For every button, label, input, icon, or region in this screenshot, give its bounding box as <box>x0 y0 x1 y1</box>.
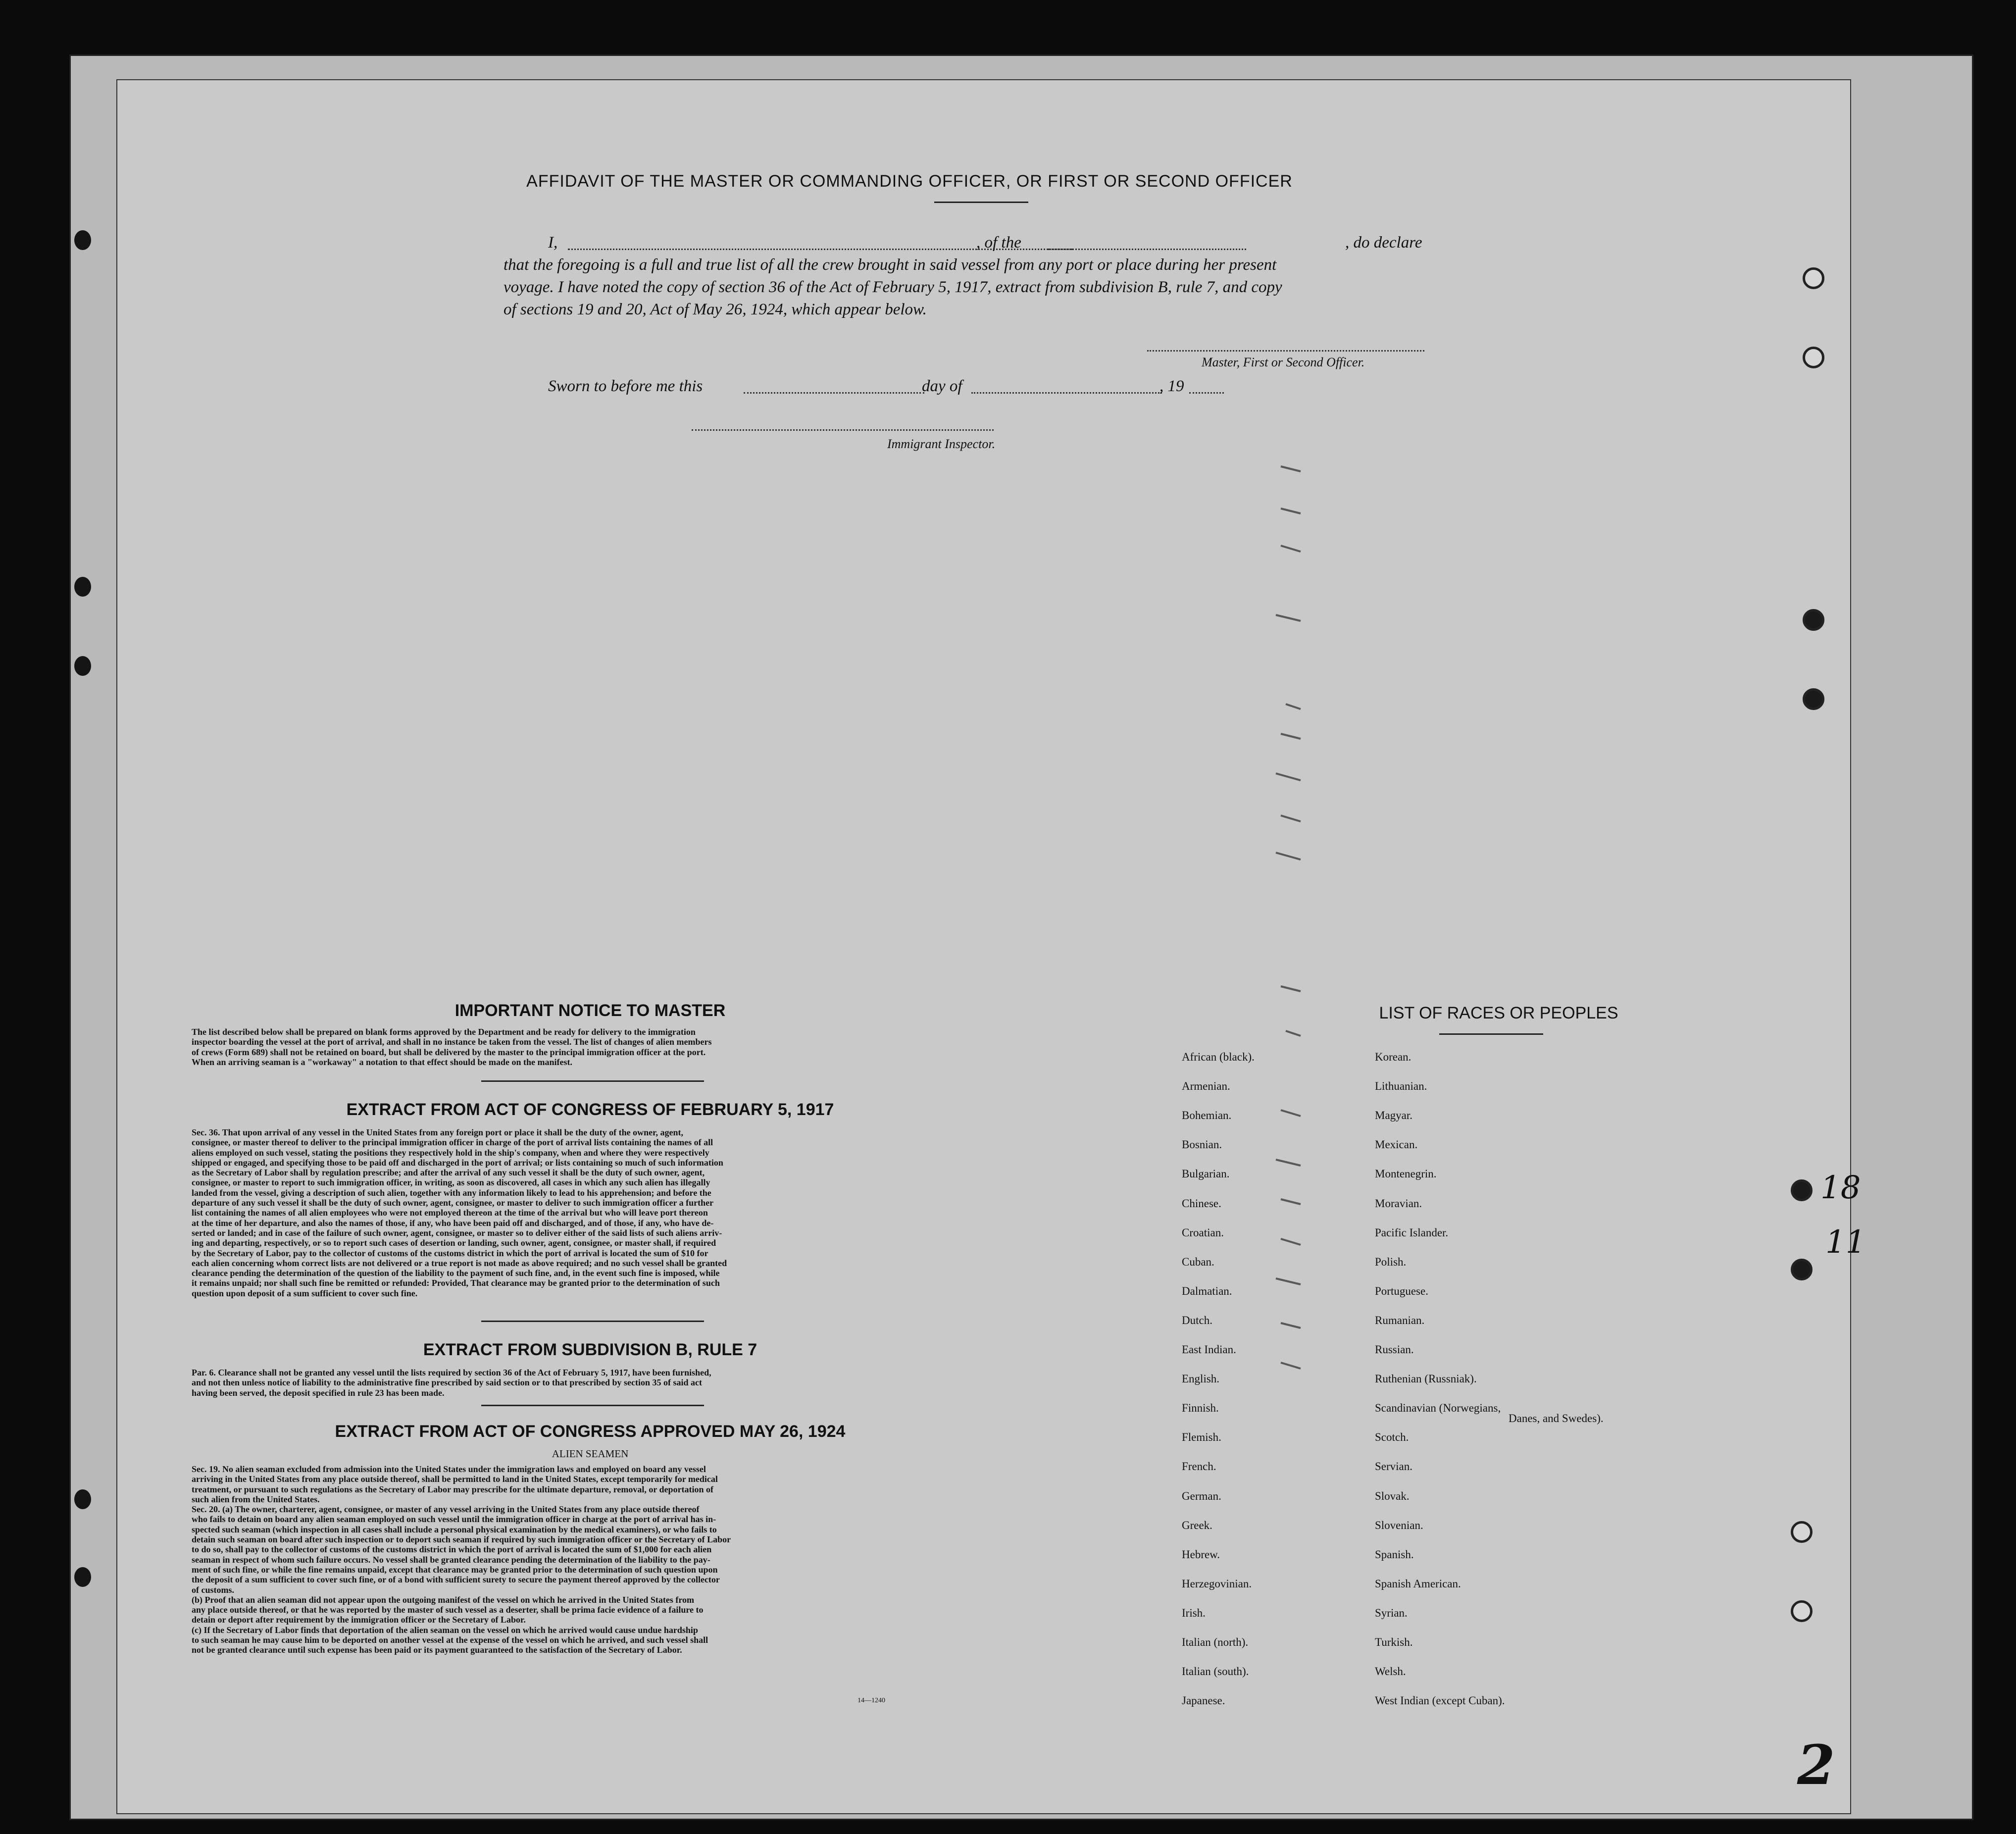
extract-line: ment of such fine, or while the fine remains unpaid, except that clearance may be granted prior to the determination of such question upon <box>192 1564 718 1575</box>
race-item: Scandinavian (Norwegians, <box>1375 1402 1501 1415</box>
extract-line: any place outside thereof, or that he was reported by the master of such vessel as a deserter, shall be prima facie evidence of a failure to <box>192 1605 704 1615</box>
race-item: Dalmatian. <box>1182 1284 1232 1297</box>
extract-line: departure of any such vessel it shall be the duty of such owner, agent, consignee, or master to deliver to such immigration officer a further <box>192 1198 714 1208</box>
extract-line: to such seaman he may cause him to be deported on another vessel at the expense of the vessel on which he arrived, and such vessel shall <box>192 1635 708 1645</box>
race-item: Pacific Islander. <box>1375 1226 1449 1239</box>
extract-line: such alien from the United States. <box>192 1494 320 1504</box>
inspector-signature-line <box>692 429 994 431</box>
race-item: Spanish American. <box>1375 1577 1461 1590</box>
notice-line: inspector boarding the vessel at the port of arrival, and shall in no instance be taken from the vessel. The list of changes of alien members <box>192 1037 712 1047</box>
race-item: Bulgarian. <box>1182 1168 1230 1180</box>
scandinavian-continuation: Danes, and Swedes). <box>1509 1412 1604 1425</box>
race-item: Bosnian. <box>1182 1138 1222 1151</box>
race-item: West Indian (except Cuban). <box>1375 1694 1505 1707</box>
sworn-text: Sworn to before me this <box>548 377 703 395</box>
section-rule <box>481 1321 704 1322</box>
affidavit-line3: voyage. I have noted the copy of section 36 of the Act of February 5, 1917, extract from subdivision B, rule 7, and copy <box>504 278 1282 296</box>
notice-line: When an arriving seaman is a "workaway" a notation to that effect should be made on the manifest. <box>192 1057 572 1067</box>
race-item: Italian (south). <box>1182 1665 1249 1678</box>
extract-line: detain or deport after requirement by the immigration officer or the Secretary of Labor. <box>192 1615 526 1625</box>
binder-ring <box>74 1567 91 1587</box>
binder-ring <box>74 1489 91 1509</box>
race-item: French. <box>1182 1460 1216 1473</box>
race-item: Spanish. <box>1375 1548 1414 1561</box>
extract-line: detain such seaman on board after such inspection or to deport such seaman if required by such immigration officer or the Secretary of Labor <box>192 1534 731 1545</box>
race-item: Irish. <box>1182 1606 1206 1619</box>
extract-line: of customs. <box>192 1584 234 1595</box>
title-rule <box>934 202 1028 203</box>
race-item: Servian. <box>1375 1460 1413 1473</box>
affidavit-title: AFFIDAVIT OF THE MASTER OR COMMANDING OFFICER, OR FIRST OR SECOND OFFICER <box>526 172 1293 191</box>
extract-line: treatment, or pursuant to such regulations as the Secretary of Labor may prescribe for the ultimate departure, removal, or deportation of <box>192 1484 714 1494</box>
race-item: Slovenian. <box>1375 1519 1423 1531</box>
race-item: Hebrew. <box>1182 1548 1220 1561</box>
extract-line: seaman in respect of whom such failure occurs. No vessel shall be granted clearance pending the determination of the liability to the pay- <box>192 1554 710 1565</box>
race-item: Flemish. <box>1182 1431 1221 1444</box>
extract-line: it remains unpaid; nor shall such fine be remitted or refunded: Provided, That clearance may be granted prior to the determination of such <box>192 1278 720 1288</box>
race-item: Welsh. <box>1375 1665 1406 1678</box>
extract-line: question upon deposit of a sum sufficient to cover such fine. <box>192 1288 418 1298</box>
extract-line: the deposit of a sum sufficient to cover such fine, or of a bond with sufficient surety to secure the payment thereof approved by the collector <box>192 1575 720 1585</box>
year-blank <box>1189 392 1224 394</box>
handwritten-mark: 18 <box>1820 1170 1861 1206</box>
extract-line: serted or landed; and in case of the failure of such owner, agent, consignee, or master so to deliver either of the said lists of such aliens arriv- <box>192 1227 722 1238</box>
section-rule <box>481 1405 704 1406</box>
master-signature-line <box>1147 350 1424 352</box>
section-rule <box>481 1080 704 1082</box>
handwritten-mark: 11 <box>1825 1224 1866 1261</box>
races-title-rule <box>1439 1033 1543 1035</box>
punch-hole <box>1791 1179 1813 1201</box>
subdivision-line: having been served, the deposit specified in rule 23 has been made. <box>192 1387 445 1398</box>
extract-line: who fails to detain on board any alien seaman employed on such vessel until the immigration officer in charge at the port of arrival has in- <box>192 1514 716 1525</box>
race-item: Cuban. <box>1182 1255 1214 1268</box>
race-item: Moravian. <box>1375 1197 1422 1210</box>
extract-line: (b) Proof that an alien seaman did not appear upon the outgoing manifest of the vessel on which he arrived in the United States from <box>192 1594 695 1605</box>
race-item: Dutch. <box>1182 1314 1212 1326</box>
race-item: Chinese. <box>1182 1197 1221 1210</box>
extract-line: to do so, shall pay to the collector of customs of the customs district in which the port of arrival is located the sum of $1,000 for each alien <box>192 1544 712 1555</box>
race-item: Japanese. <box>1182 1694 1225 1707</box>
punch-hole <box>1803 347 1824 368</box>
extract-1917-text <box>192 1127 989 1298</box>
race-item: Greek. <box>1182 1519 1212 1531</box>
race-item: English. <box>1182 1373 1220 1385</box>
extract-line: ing and departing, respectively, or so to report such cases of desertion or landing, such owner, agent, consignee, or master shall, if required <box>192 1238 716 1248</box>
sworn-day-blank <box>744 392 924 394</box>
punch-hole <box>1791 1259 1813 1280</box>
notice-text <box>192 1027 989 1067</box>
binder-ring <box>74 656 91 676</box>
extract-line: landed from the vessel, giving a description of such alien, together with any information likely to lead to his apprehension; and before the <box>192 1187 711 1198</box>
month-blank <box>971 392 1162 394</box>
race-item: Croatian. <box>1182 1226 1224 1239</box>
extract-line: consignee, or master thereof to deliver to the principal immigration officer in charge of the port of arrival lists containing the names of all <box>192 1137 713 1148</box>
extract-line: arriving in the United States from any place outside thereof, shall be permitted to land in the United States, except temporarily for medical <box>192 1474 718 1484</box>
binder-ring <box>74 577 91 597</box>
race-item: Korean. <box>1375 1051 1411 1063</box>
race-item: Bohemian. <box>1182 1109 1232 1122</box>
extract-line: by the Secretary of Labor, pay to the collector of customs of the customs district in which the port of arrival is located the sum of $10 for <box>192 1248 708 1258</box>
punch-hole <box>1803 609 1824 631</box>
race-item: Russian. <box>1375 1343 1414 1356</box>
extract-line: each alien concerning whom correct lists are not delivered or a true report is not made as above required; and no such vessel shall be granted <box>192 1258 727 1268</box>
notice-title: IMPORTANT NOTICE TO MASTER <box>454 1001 726 1020</box>
punch-hole <box>1803 267 1824 289</box>
year-text: , 19 <box>1159 377 1184 395</box>
affidavit-declare: , do declare <box>1345 234 1422 252</box>
extract-line: list containing the names of all alien employees who were not employed thereon at the time of the arrival but who will leave port thereon <box>192 1208 708 1218</box>
race-item: Portuguese. <box>1375 1284 1428 1297</box>
punch-hole <box>1803 688 1824 710</box>
handwritten-corner-mark: 2 <box>1797 1733 1835 1797</box>
races-title: LIST OF RACES OR PEOPLES <box>1379 1004 1618 1022</box>
race-item: Rumanian. <box>1375 1314 1425 1326</box>
race-item: Turkish. <box>1375 1636 1413 1648</box>
punch-hole <box>1791 1600 1813 1622</box>
form-number: 14—1240 <box>857 1697 885 1704</box>
affidavit-i: I, <box>548 234 558 252</box>
extract-1917-title: EXTRACT FROM ACT OF CONGRESS OF FEBRUARY 5, 1917 <box>346 1100 834 1119</box>
inspector-label: Immigrant Inspector. <box>887 437 996 451</box>
day-of-text: day of <box>922 377 962 395</box>
race-item: Montenegrin. <box>1375 1168 1437 1180</box>
notice-line: of crews (Form 689) shall not be retained on board, but shall be delivered by the master to the principal immigration officer at the port. <box>192 1047 706 1057</box>
extract-line: clearance pending the determination of the question of the liability to the payment of such fine, and, in the event such fine is imposed, while <box>192 1268 720 1278</box>
race-item: Armenian. <box>1182 1080 1230 1093</box>
race-item: German. <box>1182 1489 1221 1502</box>
affidavit-line4: of sections 19 and 20, Act of May 26, 1924, which appear below. <box>504 301 927 318</box>
extract-line: as the Secretary of Labor shall by regulation prescribe; and after the arrival of any such vessel it shall be the duty of such owner, agent, <box>192 1168 705 1178</box>
notice-line: The list described below shall be prepared on blank forms approved by the Department and be ready for delivery to the immigration <box>192 1027 696 1037</box>
extract-line: Sec. 36. That upon arrival of any vessel in the United States from any foreign port or place it shall be the duty of the owner, agent, <box>192 1127 683 1137</box>
extract-1924-text <box>192 1464 989 1655</box>
race-item: Ruthenian (Russniak). <box>1375 1373 1477 1385</box>
extract-line: aliens employed on such vessel, stating the positions they respectively hold in the ship's company, when and where they were respectively <box>192 1147 709 1158</box>
alien-seamen-subtitle: ALIEN SEAMEN <box>552 1448 629 1460</box>
punch-hole <box>1791 1521 1813 1543</box>
race-item: Lithuanian. <box>1375 1080 1427 1093</box>
race-item: Polish. <box>1375 1255 1407 1268</box>
extract-line: (c) If the Secretary of Labor finds that deportation of the alien seaman on the vessel on which he arrived would cause undue hardship <box>192 1625 698 1635</box>
race-item: Scotch. <box>1375 1431 1409 1444</box>
affidavit-of: , of the <box>976 234 1021 252</box>
extract-line: consignee, or master to report to such immigration officer, in writing, as soon as discovered, all cases in which any such alien has illegally <box>192 1177 710 1188</box>
subdivision-line: and not then unless notice of liability to the administrative fine prescribed by said section or to that prescribed by section 35 of said act <box>192 1377 703 1388</box>
race-item: African (black). <box>1182 1051 1255 1063</box>
subdivision-b-title: EXTRACT FROM SUBDIVISION B, RULE 7 <box>423 1340 757 1359</box>
race-item: East Indian. <box>1182 1343 1236 1356</box>
master-label: Master, First or Second Officer. <box>1202 355 1365 369</box>
extract-line: not be granted clearance until such expense has been paid or its payment guaranteed to the satisfaction of the Secretary of Labor. <box>192 1645 682 1655</box>
vessel-blank <box>1048 249 1246 250</box>
extract-line: at the time of her departure, and also the names of those, if any, who have been paid off and discharged, and of those, if any, who have de- <box>192 1218 714 1228</box>
race-item: Syrian. <box>1375 1606 1408 1619</box>
binder-ring <box>74 230 91 250</box>
race-item: Mexican. <box>1375 1138 1418 1151</box>
extract-line: shipped or engaged, and specifying those to be paid off and discharged in the port of arrival; or lists containing so much of such information <box>192 1157 723 1168</box>
subdivision-line: Par. 6. Clearance shall not be granted any vessel until the lists required by section 36 of the Act of February 5, 1917, have been furnished, <box>192 1368 711 1377</box>
race-item: Herzegovinian. <box>1182 1577 1252 1590</box>
race-item: Finnish. <box>1182 1402 1219 1415</box>
subdivision-b-text <box>192 1368 989 1398</box>
document-page <box>116 79 1866 1814</box>
extract-line: spected such seaman (which inspection in all cases shall include a personal physical examination by the medical examiners), or who fails to <box>192 1524 717 1534</box>
extract-1924-title: EXTRACT FROM ACT OF CONGRESS APPROVED MAY 26, 1924 <box>335 1422 846 1441</box>
race-item: Italian (north). <box>1182 1636 1249 1648</box>
race-item: Slovak. <box>1375 1489 1410 1502</box>
race-item: Magyar. <box>1375 1109 1413 1122</box>
extract-line: Sec. 19. No alien seaman excluded from admission into the United States under the immigration laws and employed on board any vessel <box>192 1464 706 1474</box>
extract-line: Sec. 20. (a) The owner, charterer, agent, consignee, or master of any vessel arriving in the United States from any place outside thereof <box>192 1504 700 1515</box>
affidavit-line2: that the foregoing is a full and true list of all the crew brought in said vessel from any port or place during her present <box>504 256 1277 274</box>
